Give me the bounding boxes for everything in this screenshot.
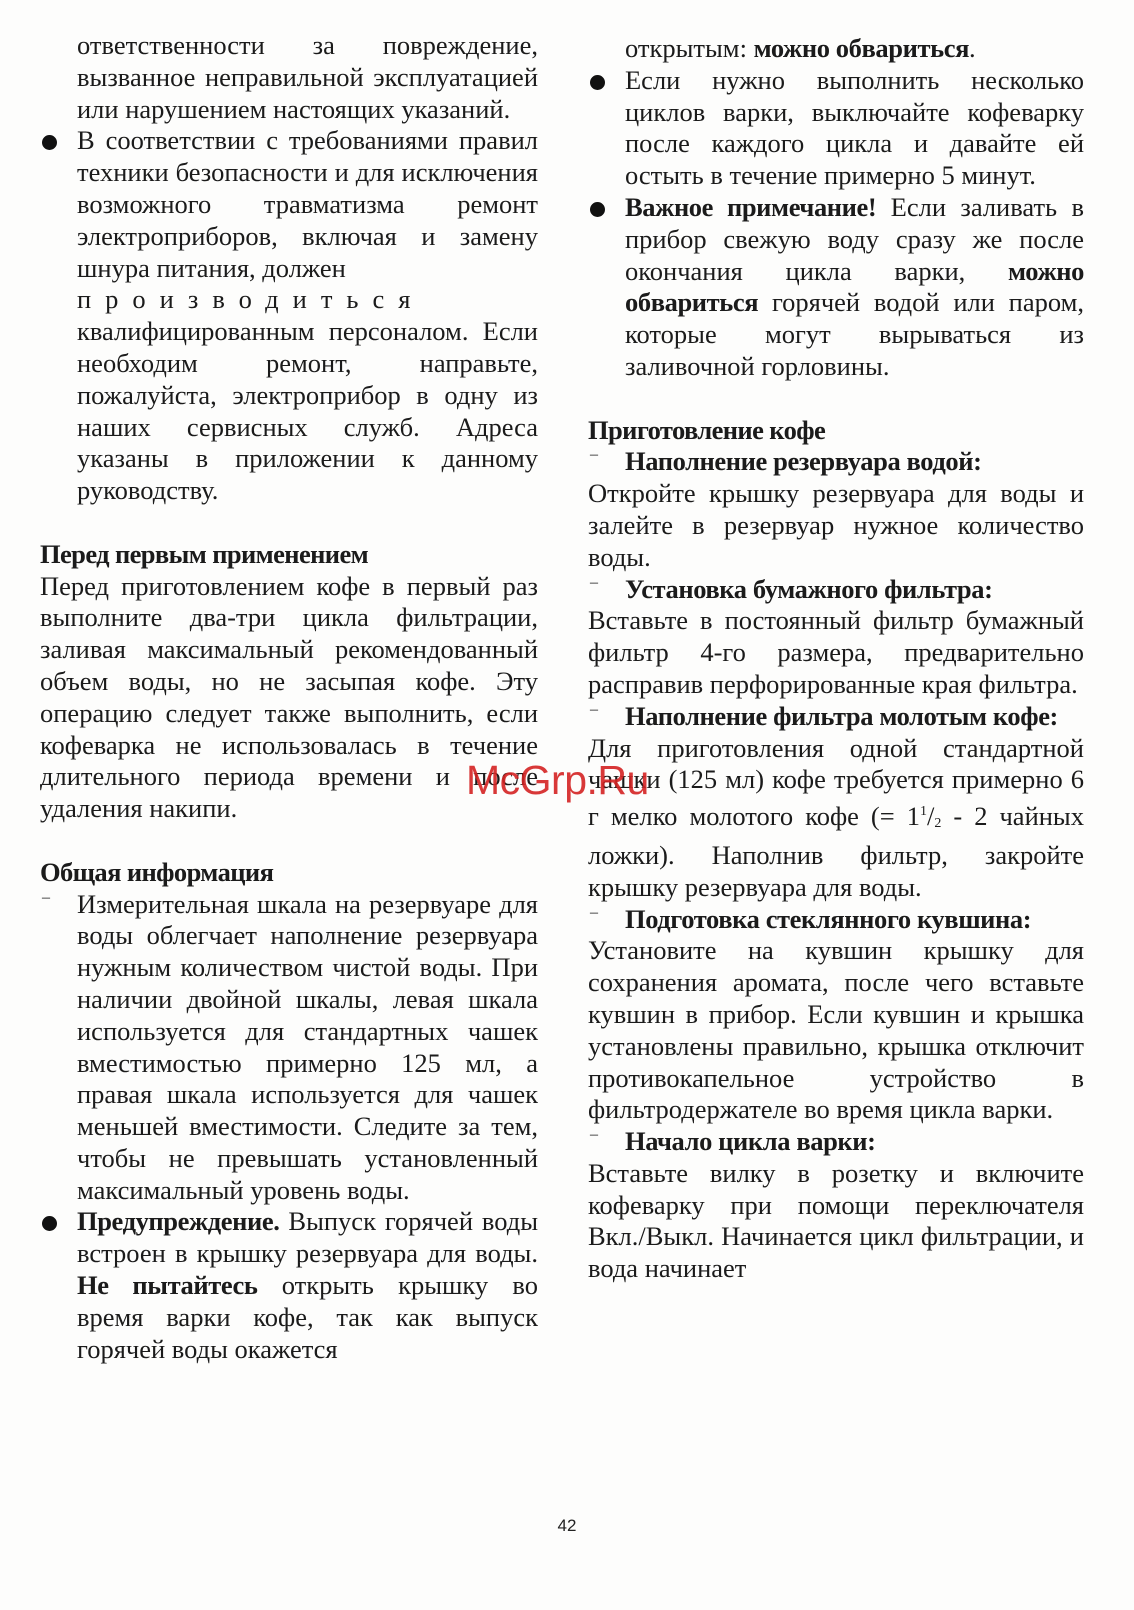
cycles-text: Если нужно выполнить несколько циклов варки, выключайте кофеварку после каждого цикла и давайте ей остыть в течение примерно 5 минут. [625,64,1084,191]
step-title: Наполнение резервуара водой: [625,446,982,477]
step-fill-water [588,446,1084,478]
first-use-text: Перед приготовлением кофе в первый раз выполните два-три цикла фильтрации, заливая максимальный рекомендованный объем воды, но не засыпая кофе. Эту операцию следует также выполнить, если кофеварка не использовалась в течение длительного периода времени и после удаления накипи. [40,570,538,824]
continued-text: ответственности за повреждение, вызванное неправильной эксплуатацией или нарушением настоящих указаний. [77,30,538,124]
step-start-brewing [588,1126,1084,1158]
step-title: Начало цикла варки: [625,1126,876,1157]
safety-text-2: квалифицированным персоналом. Если необходим ремонт, направьте, пожалуйста, электроприбор в одну из наших сервисных служб. Адреса указаны в приложении к данному руководству. [77,316,538,506]
step-text: Вставьте вилку в розетку и включите кофеварку при помощи переключателя Вкл./Выкл. Начинается цикл фильтрации, и вода начинает [588,1157,1084,1284]
step-glass-jug [588,904,1084,936]
continued-text-right: открытым: можно обвариться. [625,33,976,63]
scale-text: Измерительная шкала на резервуаре для воды облегчает наполнение резервуара нужным количеством чистой воды. При наличии двойной шкалы, левая шкала используется для стандартных чашек вместимостью примерно 125 мл, а правая шкала используется для чашек меньшей вместимости. Следите за тем, чтобы не превышать установленный максимальный уровень воды. [77,888,538,1205]
safety-text-1: В соответствии с требованиями правил техники безопасности и для исключения возможного травматизма ремонт электроприборов, включая и замену шнура питания, должен [77,125,538,283]
dash-marker: – [590,446,598,464]
step-fill-coffee [588,701,1084,733]
watermark: McGrp.Ru [466,757,649,803]
dash-marker: – [590,573,598,591]
step-text: Для приготовления одной стандартной чашки (125 мл) кофе требуется примерно 6 г мелко молотого кофе (= $1^1/2 - 2$ чайных ложки). Наполнив фильтр, закройте крышку резервуара для воды. [588,732,1084,902]
warning-label: Предупреждение. [77,1206,280,1237]
step-text: Вставьте в постоянный фильтр бумажный фильтр 4-го размера, предварительно расправив перфорированные края фильтра. [588,605,1084,699]
heading-first-use: Перед первым применением [40,538,369,569]
safety-text-spaced: производиться [77,284,425,315]
dash-marker: – [590,700,598,718]
important-emphasis: можно обвариться [625,255,1084,318]
step-title: Установка бумажного фильтра: [625,573,993,604]
scale-dash-item [40,889,538,1207]
right-column [588,33,1084,1285]
step-title: Наполнение фильтра молотым кофе: [625,700,1058,731]
cycles-bullet-item [588,65,1084,192]
left-column [40,30,538,1365]
warning-text: Предупреждение. Выпуск горячей воды встроен в крышку резервуара для воды. Не пытайтесь открыть крышку во время варки кофе, так как выпуск горячей воды окажется [77,1206,538,1364]
page-number: 42 [557,1516,577,1535]
heading-general-info: Общая информация [40,856,274,887]
step-paper-filter [588,574,1084,606]
dash-marker: – [590,903,598,921]
warning-emphasis: Не пытайтесь [77,1270,258,1301]
important-label: Важное примечание! [625,191,877,222]
step-text: Установите на кувшин крышку для сохранения аромата, после чего вставьте кувшин в прибор. Если кувшин и крышка установлены правильно, крышка отключит противокапельное устройство в фильтродержателе во время цикла варки. [588,935,1084,1125]
heading-coffee-prep: Приготовление кофе [588,414,826,445]
step-title: Подготовка стеклянного кувшина: [625,903,1032,934]
important-text: Важное примечание! Если заливать в прибор свежую воду сразу же после окончания цикла варки, можно обвариться горячей водой или паром, которые могут вырываться из заливочной горловины. [625,191,1084,381]
safety-bullet-item [40,125,538,507]
warning-bullet-item [40,1206,538,1365]
step-text: Откройте крышку резервуара для воды и залейте в резервуар нужное количество воды. [588,478,1084,572]
important-bullet-item [588,192,1084,383]
dash-marker: – [42,888,50,906]
dash-marker: – [590,1126,598,1144]
